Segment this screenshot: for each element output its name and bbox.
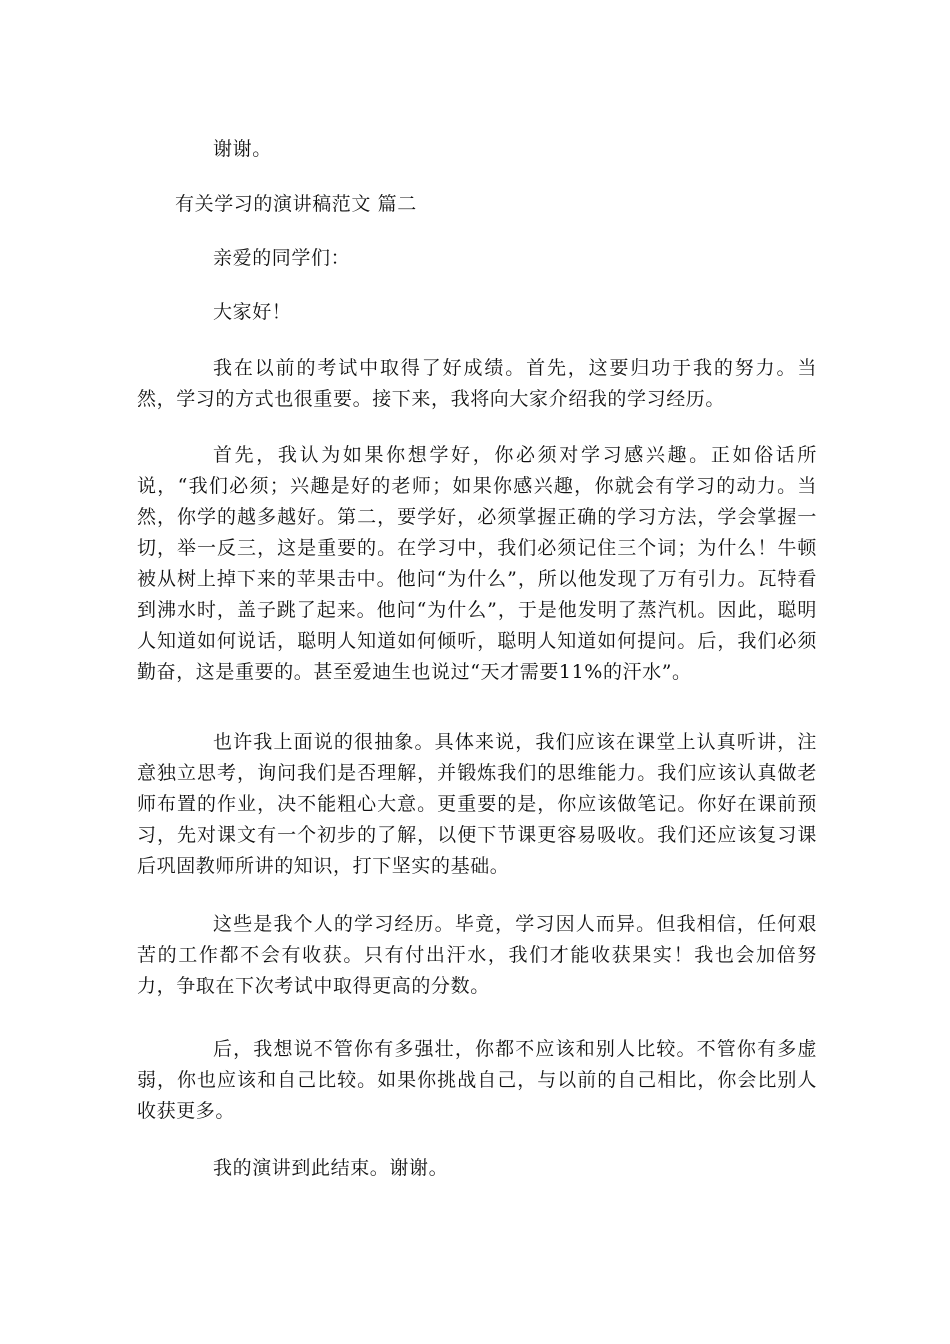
greeting: 大家好！ — [213, 301, 292, 323]
paragraph-interest: 首先，我认为如果你想学好，你必须对学习感兴趣。正如俗话所说，“我们必须；兴趣是好的老师；如果你感兴趣，你就会有学习的动力。当然，你学的越多越好。第二，要学好，必须掌握正确的学习方法，学会掌握一切，举一反三，这是重要的。在学习中，我们必须记住三个词；为什么！牛顿被从树上掉下来的苹果击中。他问“为什么”，所以他发现了万有引力。瓦特看到沸水时，盖子跳了起来。他问“为什么”，于是他发明了蒸汽机。因此，聪明人知道如何说话，聪明人知道如何倾听，聪明人知道如何提问。后，我们必须勤奋，这是重要的。甚至爱迪生也说过“天才需要11%的汗水”。 — [137, 444, 817, 683]
paragraph-ending: 我的演讲到此结束。谢谢。 — [213, 1157, 449, 1179]
paragraph-intro: 我在以前的考试中取得了好成绩。首先，这要归功于我的努力。当然，学习的方式也很重要。接下来，我将向大家介绍我的学习经历。 — [137, 357, 817, 410]
closing-thanks: 谢谢。 — [213, 138, 272, 160]
salutation: 亲爱的同学们： — [213, 247, 351, 269]
section-title: 有关学习的演讲稿范文 篇二 — [175, 193, 417, 215]
paragraph-method: 也许我上面说的很抽象。具体来说，我们应该在课堂上认真听讲，注意独立思考，询问我们是否理解，并锻炼我们的思维能力。我们应该认真做老师布置的作业，决不能粗心大意。更重要的是，你应该做笔记。你好在课前预习，先对课文有一个初步的了解，以便下节课更容易吸收。我们还应该复习课后巩固教师所讲的知识，打下坚实的基础。 — [137, 731, 817, 877]
paragraph-compare: 后，我想说不管你有多强壮，你都不应该和别人比较。不管你有多虚弱，你也应该和自己比较。如果你挑战自己，与以前的自己相比，你会比别人收获更多。 — [137, 1038, 817, 1122]
paragraph-experience: 这些是我个人的学习经历。毕竟，学习因人而异。但我相信，任何艰苦的工作都不会有收获。只有付出汗水，我们才能收获果实！我也会加倍努力，争取在下次考试中取得更高的分数。 — [137, 913, 817, 997]
